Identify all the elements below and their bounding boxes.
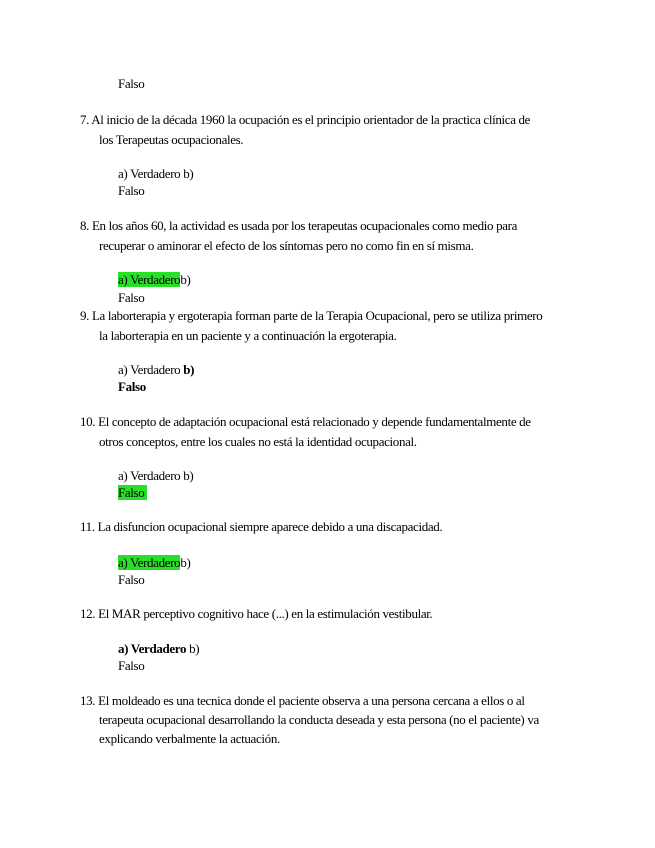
q11-option-a-highlighted: a) Verdadero [118, 555, 181, 570]
q9-option-b-bold: b) [183, 362, 195, 377]
q10-option-b: b) [183, 468, 194, 483]
q12-options [118, 641, 199, 657]
q12-option-b-text: Falso [118, 658, 145, 673]
q7-options [118, 166, 193, 182]
q7-option-b: b) [183, 166, 194, 181]
q12-option-b: b) [189, 641, 200, 656]
q10-option-b-text [118, 485, 147, 501]
q12-option-a-bold: a) Verdadero [118, 641, 187, 656]
q8-text-line2: recuperar o aminorar el efecto de los síntomas pero no como fin en sí misma. [99, 238, 474, 253]
q9-text-line1: 9. La laborterapia y ergoterapia forman parte de la Terapia Ocupacional, pero se utiliza primero [80, 308, 543, 323]
q8-option-b: b) [180, 272, 191, 287]
q10-options [118, 468, 193, 484]
q7-option-b-text: Falso [118, 183, 145, 198]
q6-option-b-text: Falso [118, 76, 145, 91]
q9-option-a: a) Verdadero [118, 362, 181, 377]
q11-text-line1: 11. La disfuncion ocupacional siempre aparece debido a una discapacidad. [80, 519, 443, 534]
q10-text-line1: 10. El concepto de adaptación ocupacional está relacionado y depende fundamentalmente de [80, 414, 531, 429]
q13-text-line2: terapeuta ocupacional desarrollando la conducta deseada y esta persona (no el paciente) va [99, 712, 539, 727]
q7-option-a: a) Verdadero [118, 166, 181, 181]
q8-option-a-highlighted: a) Verdadero [118, 272, 181, 287]
q13-text-line1: 13. El moldeado es una tecnica donde el paciente observa a una persona cercana a ellos o al [80, 693, 525, 708]
q12-text-line1: 12. El MAR perceptivo cognitivo hace (...) en la estimulación vestibular. [80, 606, 433, 621]
q8-option-b-text: Falso [118, 290, 145, 305]
q10-option-a: a) Verdadero [118, 468, 181, 483]
q10-option-b-text-highlighted: Falso [118, 485, 147, 500]
q11-options [118, 555, 190, 571]
q11-option-b-text: Falso [118, 572, 145, 587]
q7-text-line1: 7. Al inicio de la década 1960 la ocupación es el principio orientador de la practica clínica de [80, 112, 531, 127]
q8-text-line1: 8. En los años 60, la actividad es usada por los terapeutas ocupacionales como medio para [80, 218, 518, 233]
q9-option-b-text-bold: Falso [118, 379, 146, 394]
q11-option-b: b) [180, 555, 191, 570]
q9-options [118, 362, 194, 378]
q10-text-line2: otros conceptos, entre los cuales no está la identidad ocupacional. [99, 434, 417, 449]
q13-text-line3: explicando verbalmente la actuación. [99, 731, 280, 746]
q9-text-line2: la laborterapia en un paciente y a continuación la ergoterapia. [99, 328, 397, 343]
q7-text-line2: los Terapeutas ocupacionales. [99, 132, 244, 147]
q8-options [118, 272, 190, 288]
